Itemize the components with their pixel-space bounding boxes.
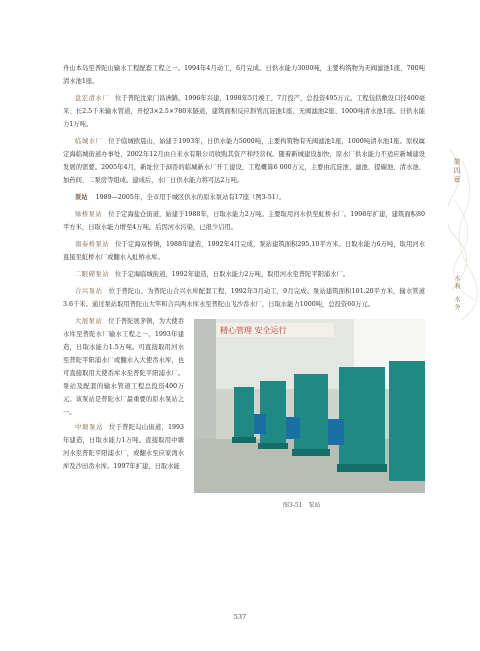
left-column [63, 315, 184, 473]
main-text [63, 62, 425, 515]
paragraph: 绿桥泵站 位于定海盐仓街道，始建于1988年，日取水能力2万吨。主要取用河水供至虹桥水厂。1998年扩建，建筑面积80平方米，日取水能力增至4万吨。后因河水污染，已很少启用。 [63, 211, 426, 231]
side-decoration [448, 0, 480, 651]
plant-name: 临城水厂 [75, 138, 103, 145]
figure-title: 泵站 [308, 502, 321, 509]
paragraph: 舟山本岛至普陀山输水工程配套工程之一。1994年4月动工，6月完成。日供水能力3000吨，主要构筑物为无阀滤池1座，700吨清水池1座。 [63, 65, 425, 85]
station-name: 中塘泵站 [75, 424, 104, 431]
pump-station-photo [194, 319, 425, 493]
station-name: 绿桥泵站 [75, 211, 103, 218]
plant-name: 盘宏清水厂 [75, 95, 110, 102]
chapter-label: 第四章 [453, 158, 461, 185]
page-number: 537 [233, 613, 247, 621]
photo-banner-text: 精心管理 安全运行 [220, 326, 287, 335]
station-name: 大展泵站 [75, 318, 103, 325]
paragraph: 中塘泵站 位于普陀勾山街道，1993年建造，日取水能力1万吨。直接取用中塘河水至普陀平阳浦水厂，或翻水至应家湾水库及沙田岙水库。1997年扩建，日取水能 [63, 424, 185, 470]
station-name: 合兴泵站 [75, 288, 103, 295]
side-subtitle-1: 水利 [453, 275, 460, 291]
section-paragraph: 泵站 1989—2005年，全市用于城区供水的原水泵站有17座（图3-51）。 [75, 194, 286, 201]
paragraph: 盘宏清水厂 位于普陀沈家门昌洲路。1996年兴建，1998年5月竣工，7月投产，总投资495万元。工程包括敷设口径400毫米、长2.5千米输水管道，开挖3×2.5×780米隧道，建筑面积反应斜管沉淀池1座、无阀滤池2座、1000吨清水池1座。日供水能力1万吨。 [63, 95, 426, 128]
paragraph: 临城水厂 位于临城欧晨山，始建于1993年，日供水能力5000吨，主要构筑物有无阀滤池1座，1000吨清水池1座。原权属定海临城街道办事处，2002年12月由自来水有限公司收购其资产和经营权。随着新城建设加快，原水厂供水能力不适应新城建设发展的需要。2005年4月，新址位于洞岙的临城新水厂开工建设，工程概算6 000万元，主要由沉淀池、滤池、提碳池、清水池、加药间、二泵房等组成。建成后，水厂日供水能力将可达2万吨。 [63, 138, 426, 184]
station-name: 南泰桥泵站 [75, 241, 110, 248]
station-name: 二眼碶泵站 [75, 271, 109, 278]
paragraph: 大展泵站 位于普陀展茅镇，为大使岙水库至普陀水厂输水工程之一。1993年建造，日取水能力1.5万吨。可直接取用河水至普陀平阳浦水厂或翻水入大使岙水库，也可直接取用大使岙库水至普陀平阳浦水厂。泵站及配套的输水管道工程总投资400万元。该泵站是普陀水厂最重要的原水泵站之一。 [63, 318, 185, 416]
figure-number: 图3-51 [283, 502, 303, 509]
side-subtitle-2: 水务 [453, 296, 460, 312]
figure-area [63, 315, 425, 515]
section-title: 泵站 [75, 194, 88, 201]
paragraph: 合兴泵站 位于普陀山，为普陀山合兴水库配套工程，1992年3月动工，9月完成。泵站建筑面积101.20平方米，输水管道3.6千米。通过泵站取用普陀山大竿和合兴两水库水至普陀山飞沙岙水厂，日取水能力1000吨，总投资60万元。 [63, 288, 425, 308]
figure-caption [283, 500, 327, 509]
paragraph: 二眼碶泵站 位于定海临城街道，1992年建造，日取水能力2万吨，取用河水至普陀平阳浦水厂。 [75, 271, 350, 278]
paragraph: 南泰桥泵站 位于定海双桥镇，1988年建造，1992年4月完成，泵站建筑面积295.10平方米。日取水能力6万吨，取用河水直接至虹桥水厂或翻水入虹桥水库。 [63, 241, 425, 261]
